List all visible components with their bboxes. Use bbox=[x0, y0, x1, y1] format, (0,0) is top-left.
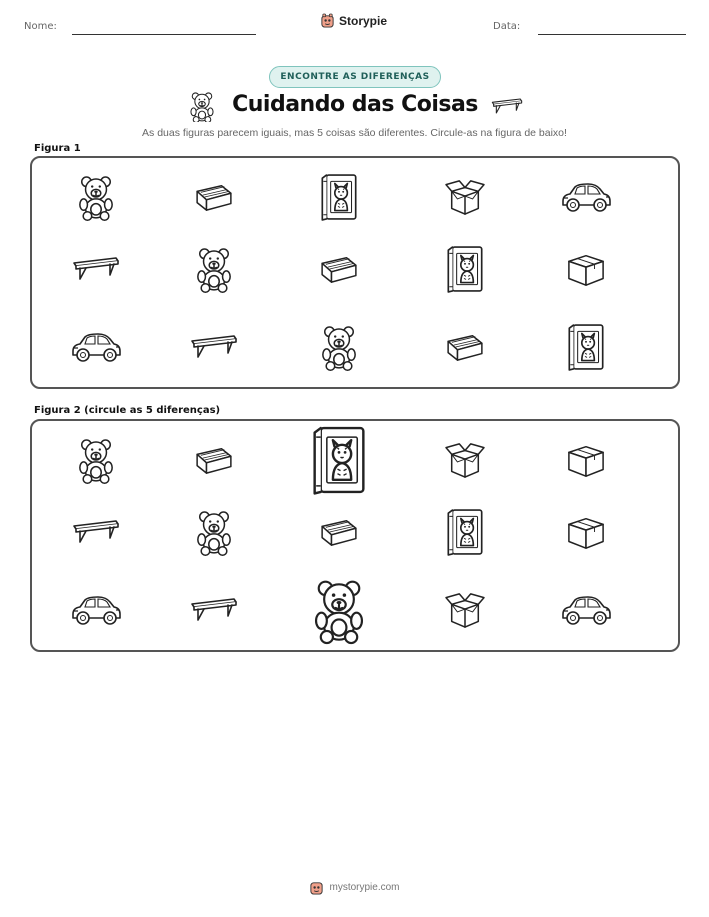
figure2-teddy-bear-icon[interactable] bbox=[312, 577, 366, 643]
figure1-toy-car-icon bbox=[70, 331, 122, 363]
wall-shelf-icon bbox=[72, 255, 120, 283]
page-title: Cuidando das Coisas bbox=[232, 92, 478, 117]
figure2-open-box-icon[interactable] bbox=[444, 591, 486, 629]
open-box-icon bbox=[444, 178, 486, 216]
wall-shelf-icon bbox=[491, 97, 523, 115]
figure2-closed-box-icon[interactable] bbox=[565, 441, 607, 479]
activity-badge: ENCONTRE AS DIFERENÇAS bbox=[269, 66, 441, 88]
figure2-book-icon[interactable] bbox=[308, 425, 370, 495]
figure2-wall-shelf-icon[interactable] bbox=[190, 596, 238, 624]
figure1-open-box-icon bbox=[444, 178, 486, 216]
figure2-open-box-icon[interactable] bbox=[444, 441, 486, 479]
wall-shelf-icon bbox=[190, 333, 238, 361]
instructions: As duas figuras parecem iguais, mas 5 coisas são diferentes. Circule-as na figura de baixo! bbox=[142, 127, 567, 139]
figure1-teddy-bear-icon bbox=[77, 174, 115, 220]
toy-car-icon bbox=[560, 181, 612, 213]
brick-icon bbox=[193, 445, 235, 475]
figure2-teddy-bear-icon[interactable] bbox=[195, 509, 233, 555]
storypie-logo-icon bbox=[320, 13, 335, 28]
book-icon bbox=[445, 508, 485, 556]
open-box-icon bbox=[444, 591, 486, 629]
book-icon bbox=[445, 245, 485, 293]
brand-logo bbox=[320, 13, 387, 28]
book-icon bbox=[319, 173, 359, 221]
teddy-bear-icon bbox=[320, 324, 358, 370]
teddy-bear-icon bbox=[77, 437, 115, 483]
brick-icon bbox=[193, 182, 235, 212]
page-header bbox=[0, 0, 709, 50]
brand-name: Storypie bbox=[339, 13, 388, 28]
figure1-teddy-bear-icon bbox=[320, 324, 358, 370]
closed-box-icon bbox=[565, 250, 607, 288]
page-footer bbox=[0, 880, 709, 895]
figure2-brick-icon[interactable] bbox=[193, 445, 235, 475]
name-field[interactable] bbox=[72, 34, 256, 35]
footer-site[interactable]: mystorypie.com bbox=[329, 882, 400, 893]
closed-box-icon bbox=[565, 513, 607, 551]
closed-box-icon bbox=[565, 441, 607, 479]
name-label: Nome: bbox=[24, 21, 57, 32]
teddy-bear-icon bbox=[195, 509, 233, 555]
brick-icon bbox=[318, 517, 360, 547]
figure1-wall-shelf-icon bbox=[190, 333, 238, 361]
teddy-bear-icon bbox=[195, 246, 233, 292]
figure1-wall-shelf-icon bbox=[72, 255, 120, 283]
figure1-book-icon bbox=[319, 173, 359, 221]
figure2-label: Figura 2 (circule as 5 diferenças) bbox=[34, 405, 221, 416]
figure1-label: Figura 1 bbox=[34, 143, 81, 154]
wall-shelf-icon bbox=[72, 518, 120, 546]
toy-car-icon bbox=[560, 594, 612, 626]
figure1-book-icon bbox=[445, 245, 485, 293]
wall-shelf-icon bbox=[190, 596, 238, 624]
figure1-brick-icon bbox=[193, 182, 235, 212]
figure2-panel[interactable] bbox=[30, 419, 680, 652]
teddy-bear-icon bbox=[77, 174, 115, 220]
storypie-logo-icon bbox=[309, 880, 324, 895]
figure1-book-icon bbox=[566, 323, 606, 371]
book-icon bbox=[308, 425, 370, 495]
figure1-closed-box-icon bbox=[565, 250, 607, 288]
figure1-panel bbox=[30, 156, 680, 389]
figure2-closed-box-icon[interactable] bbox=[565, 513, 607, 551]
figure1-brick-icon bbox=[444, 332, 486, 362]
book-icon bbox=[566, 323, 606, 371]
figure1-toy-car-icon bbox=[560, 181, 612, 213]
figure2-book-icon[interactable] bbox=[445, 508, 485, 556]
date-field[interactable] bbox=[538, 34, 686, 35]
figure1-brick-icon bbox=[318, 254, 360, 284]
figure2-brick-icon[interactable] bbox=[318, 517, 360, 547]
figure2-toy-car-icon[interactable] bbox=[70, 594, 122, 626]
toy-car-icon bbox=[70, 594, 122, 626]
figure2-teddy-bear-icon[interactable] bbox=[77, 437, 115, 483]
open-box-icon bbox=[444, 441, 486, 479]
teddy-bear-icon bbox=[312, 577, 366, 643]
brick-icon bbox=[444, 332, 486, 362]
figure1-teddy-bear-icon bbox=[195, 246, 233, 292]
figure2-toy-car-icon[interactable] bbox=[560, 594, 612, 626]
teddy-bear-icon bbox=[189, 91, 215, 121]
brick-icon bbox=[318, 254, 360, 284]
toy-car-icon bbox=[70, 331, 122, 363]
date-label: Data: bbox=[493, 21, 521, 32]
figure2-wall-shelf-icon[interactable] bbox=[72, 518, 120, 546]
title-row bbox=[0, 91, 709, 123]
